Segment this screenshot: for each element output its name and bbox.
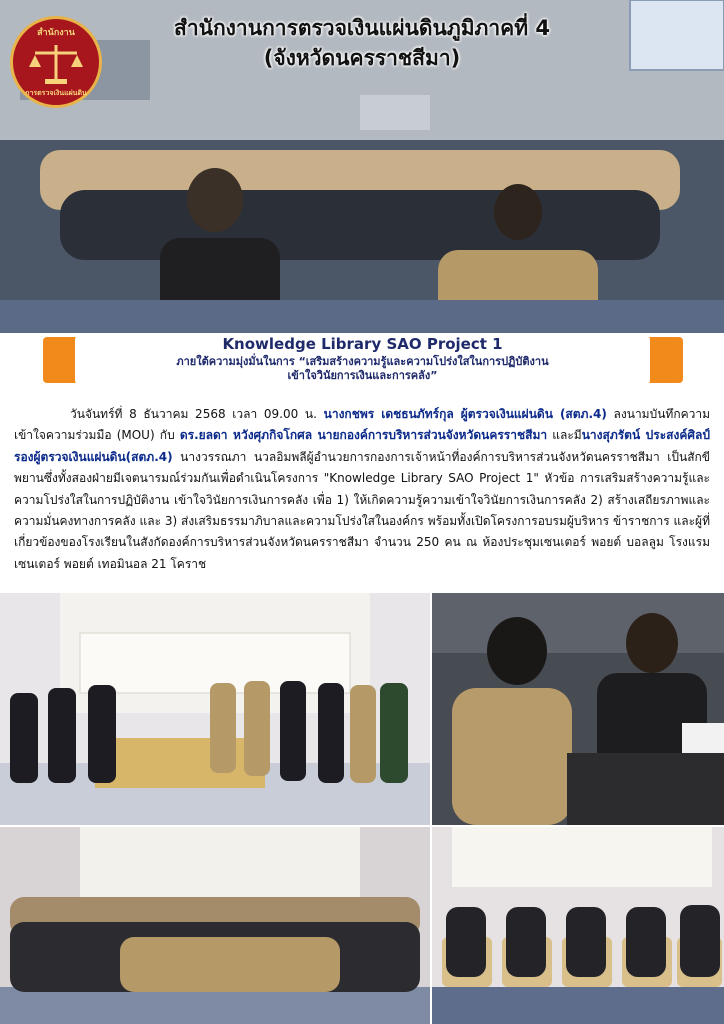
- seal-top-text: สำนักงาน: [37, 28, 75, 38]
- body-name-president: ดร.ยลดา หวังศุภกิจโกศล นายกองค์การบริหารส่วนจังหวัดนครราชสีมา: [179, 428, 548, 443]
- body-text-4: นางวรรณภา นวลอิมพลีผู้อำนวยการกองการเจ้าหน้าที่องค์การบริหารส่วนจังหวัดนครราชสีมา เป็นสักขีพยานซึ่งทั้งสองฝ่ายมีเจตนารมณ์ร่วมกันเพื่อดำเนินโครงการ "Knowledge Library SAO Project 1" หัวข้อ การเสริมสร้างความรู้และความโปร่งใสในการปฏิบัติงาน เข้าใจวินัยการเงินการคลัง เพื่อ 1) ให้เกิดความรู้ความเข้าใจวินัยการเงินการคลัง 2) สร้างเสถียรภาพและความมั่นคงทางการคลัง และ 3) ส่งเสริมธรรมาภิบาลและความโปร่งใสในองค์กร พร้อมทั้งเปิดโครงการอบรมผู้บริหาร ข้าราชการ และผู้ที่เกี่ยวข้องของโรงเรียนในสังกัดองค์การบริหารส่วนจังหวัดนครราชสีมา จำนวน 250 คน ณ ห้องประชุมเซนเตอร์ พอยต์ บอลลูม โรงแรมเซนเตอร์ พอยต์ เทอมินอล 21 โคราช: [14, 449, 710, 571]
- banner-subtitle: [75, 355, 650, 383]
- body-text-3: และมี: [547, 428, 582, 443]
- article-body: [14, 404, 710, 575]
- banner-title: Knowledge Library SAO Project 1: [222, 335, 503, 353]
- page-title-line1: สำนักงานการตรวจเงินแผ่นดินภูมิภาคที่ 4: [174, 16, 550, 40]
- body-text-2: ลงนามบันทึกความเข้าใจความร่วมมือ (MOU) กับ: [14, 407, 710, 443]
- banner-chip: [670, 358, 676, 363]
- photo-mou-group-scene: [0, 593, 430, 825]
- banner-chip: [664, 369, 676, 374]
- seal-bottom-text: การตรวจเงินแผ่นดิน: [25, 89, 87, 97]
- header-photo: [0, 0, 724, 333]
- photo-speakers-scene: [432, 593, 724, 825]
- body-intro: วันจันทร์ที่ 8 ธันวาคม 2568 เวลา 09.00 น.: [70, 407, 324, 421]
- photo-panel-discussion: [432, 827, 724, 1024]
- body-name-auditor: นางกชพร เดชธนภัทร์กุล ผู้ตรวจเงินแผ่นดิน (สตภ.4): [323, 407, 607, 421]
- photo-mou-group: [0, 593, 430, 825]
- page-title-line2: (จังหวัดนครราชสีมา): [263, 46, 461, 70]
- photo-speakers-podium: [432, 593, 724, 825]
- banner-subtitle-line2: เข้าใจวินัยการเงินและการคลัง”: [287, 369, 438, 382]
- banner-chip: [660, 347, 670, 352]
- banner-subtitle-line1: ภายใต้ความมุ่งมั่นในการ “เสริมสร้างความรู้และความโปร่งใสในการปฏิบัติงาน: [176, 355, 549, 368]
- photo-large-group: [0, 827, 430, 1024]
- photo-panel-scene: [432, 827, 724, 1024]
- photo-large-group-scene: [0, 827, 430, 1024]
- body-name-deputy: นางสุภรัตน์ ประสงค์ศิลป์ รองผู้ตรวจเงินแผ่นดิน(สตภ.4): [14, 428, 710, 464]
